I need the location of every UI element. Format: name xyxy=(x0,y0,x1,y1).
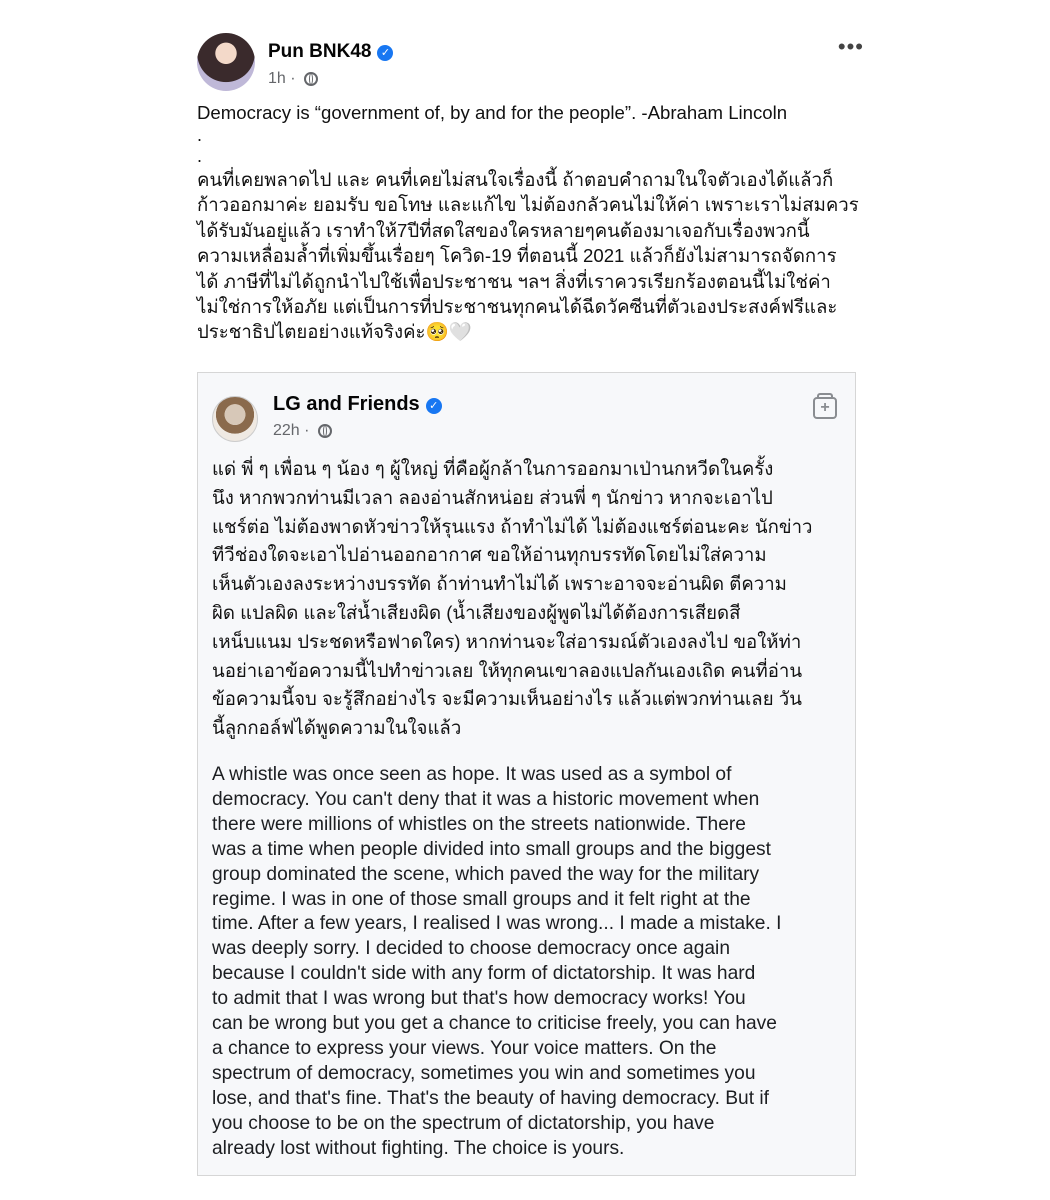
shared-author-avatar[interactable] xyxy=(212,396,258,442)
post-text-line: ได้รับมันอยู่แล้ว เราทำให้7ปีที่สดใสของใครหลายๆคนต้องมาเจอกับเรื่องพวกนี้ xyxy=(197,219,810,241)
post-text-line: ได้ ภาษีที่ไม่ได้ถูกนำไปใช้เพื่อประชาชน ฯลฯ สิ่งที่เราควรเรียกร้องตอนนี้ไม่ใช่ค่า xyxy=(197,270,831,292)
shared-text-line: ทีวีช่องใดจะเอาไปอ่านออกอากาศ ขอให้อ่านทุกบรรทัดโดยไม่ใส่ความ xyxy=(212,544,767,566)
post xyxy=(197,30,864,345)
shared-text-line: ข้อความนี้จบ จะรู้สึกอย่างไร จะมีความเห็นอย่างไร แล้วแต่พวกท่านเลย วัน xyxy=(212,688,802,710)
shared-text-line: was a time when people divided into small groups and the biggest xyxy=(212,838,771,860)
verified-badge-icon: ✓ xyxy=(426,398,442,414)
post-text-line: . xyxy=(197,146,203,166)
shared-text-line: spectrum of democracy, sometimes you win and sometimes you xyxy=(212,1062,756,1084)
post-text-line: ก้าวออกมาค่ะ ยอมรับ ขอโทษ และแก้ไข ไม่ต้องกลัวคนไม่ให้ค่า เพราะเราไม่สมควร xyxy=(197,194,859,216)
shared-post-card[interactable] xyxy=(197,372,856,1176)
shared-text-line: time. After a few years, I realised I was wrong... I made a mistake. I xyxy=(212,913,782,935)
shared-text-line: แด่ พี่ ๆ เพื่อน ๆ น้อง ๆ ผู้ใหญ่ ที่คือผู้กล้าในการออกมาเป่านกหวีดในครั้ง xyxy=(212,458,774,479)
shared-text-line: already lost without fighting. The choice is yours. xyxy=(212,1137,625,1159)
author-name-row xyxy=(268,41,393,63)
shared-text-line: there were millions of whistles on the streets nationwide. There xyxy=(212,813,746,835)
post-text-line: ประชาธิปไตยอย่างแท้จริงค่ะ🥺🤍 xyxy=(197,321,472,343)
shared-text-line: was deeply sorry. I decided to choose democracy once again xyxy=(212,938,730,960)
post-text-line: คนที่เคยพลาดไป และ คนที่เคยไม่สนใจเรื่องนี้ ถ้าตอบคำถามในใจตัวเองได้แล้วก็ xyxy=(197,169,834,190)
author-name[interactable]: Pun BNK48 xyxy=(268,41,372,62)
shared-text-line: ผิด แปลผิด และใส่น้ำเสียงผิด (น้ำเสียงของผู้พูดไม่ได้ต้องการเสียดสี xyxy=(212,601,741,623)
shared-text-line: group dominated the scene, which paved the way for the military xyxy=(212,863,760,885)
shared-post-header xyxy=(198,373,855,445)
shared-author-name[interactable]: LG and Friends xyxy=(273,393,420,415)
shared-text-line: นี้ลูกกอล์ฟได้พูดความในใจแล้ว xyxy=(212,717,462,739)
post-header xyxy=(197,30,864,94)
shared-text-line: democracy. You can't deny that it was a historic movement when xyxy=(212,788,760,810)
shared-text-line: a chance to express your views. Your voice matters. On the xyxy=(212,1037,717,1059)
post-text xyxy=(197,100,859,345)
save-collection-icon[interactable]: + xyxy=(813,397,837,419)
shared-text-line: นึง หากพวกท่านมีเวลา ลองอ่านสักหน่อย ส่วนพี่ ๆ นักข่าว หากจะเอาไป xyxy=(212,486,773,508)
post-text-line: ไม่ใช่การให้อภัย แต่เป็นการที่ประชาชนทุกคนได้ฉีดวัคซีนที่ตัวเองประสงค์ฟรีและ xyxy=(197,296,838,318)
shared-author-name-row xyxy=(273,393,442,416)
verified-badge-icon: ✓ xyxy=(377,45,393,61)
more-options-icon[interactable]: ••• xyxy=(837,34,864,59)
shared-text-line: A whistle was once seen as hope. It was used as a symbol of xyxy=(212,764,732,785)
shared-text-line: to admit that I was wrong but that's how democracy works! You xyxy=(212,988,746,1010)
shared-text-line: lose, and that's fine. That's the beauty of having democracy. But if xyxy=(212,1087,769,1109)
shared-thai-text xyxy=(212,455,852,743)
shared-text-line: regime. I was in one of those small groups and it felt right at the xyxy=(212,888,751,910)
shared-post-time[interactable]: 22h xyxy=(273,422,300,439)
shared-text-line: because I couldn't side with any form of dictatorship. It was hard xyxy=(212,963,756,985)
shared-text-line: เหน็บแนม ประชดหรือฟาดใคร) หากท่านจะใส่อารมณ์ตัวเองลงไป ขอให้ท่า xyxy=(212,630,802,652)
post-time[interactable]: 1h xyxy=(268,70,286,87)
shared-text-line: you choose to be on the spectrum of dictatorship, you have xyxy=(212,1112,715,1134)
shared-text-line: can be wrong but you get a chance to criticise freely, you can have xyxy=(212,1013,777,1035)
shared-text-line: แชร์ต่อ ไม่ต้องพาดหัวข่าวให้รุนแรง ถ้าทำไม่ได้ ไม่ต้องแชร์ต่อนะคะ นักข่าว xyxy=(212,515,813,537)
shared-english-text xyxy=(212,763,852,1162)
shared-post-meta: 22h · xyxy=(273,422,332,440)
shared-text-line: เห็นตัวเองลงระหว่างบรรทัด ถ้าท่านทำไม่ได้ เพราะอาจจะอ่านผิด ตีความ xyxy=(212,573,787,595)
globe-icon xyxy=(304,72,318,86)
shared-text-line: นอย่าเอาข้อความนี้ไปทำข่าวเลย ให้ทุกคนเขาลองแปลกันเองเถิด คนที่อ่าน xyxy=(212,659,803,681)
globe-icon xyxy=(318,424,332,438)
post-text-line: Democracy is “government of, by and for the people”. -Abraham Lincoln xyxy=(197,102,788,123)
post-meta: 1h · xyxy=(268,70,318,88)
author-avatar[interactable] xyxy=(197,33,255,91)
post-text-line: ความเหลื่อมล้ำที่เพิ่มขึ้นเรื่อยๆ โควิด-19 ที่ตอนนี้ 2021 แล้วก็ยังไม่สามารถจัดการ xyxy=(197,245,837,267)
post-text-line: . xyxy=(197,125,203,145)
